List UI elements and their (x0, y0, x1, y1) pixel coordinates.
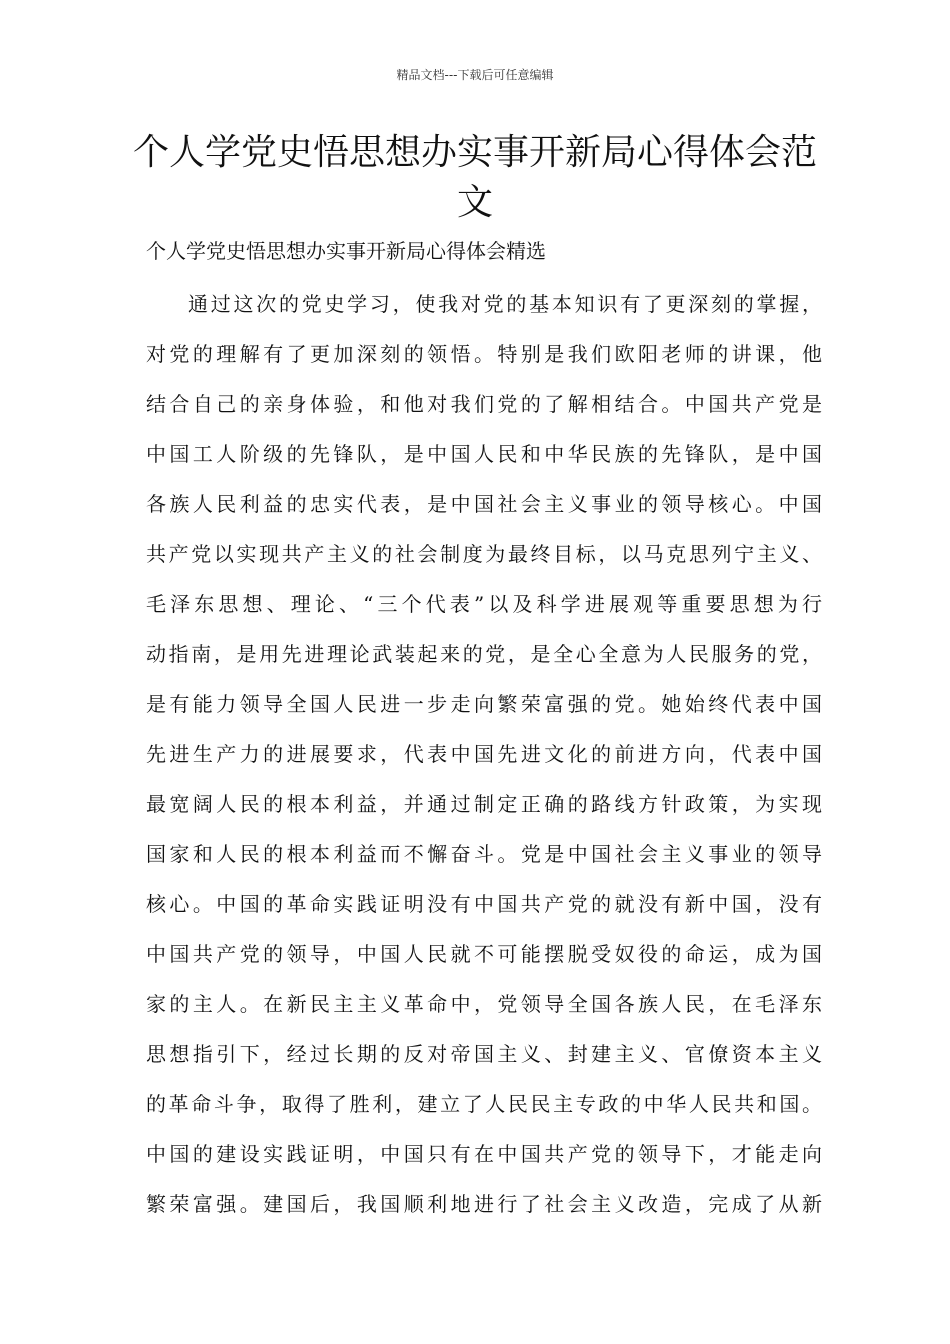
body-line: 家的主人。在新民主主义革命中，党领导全国各族人民，在毛泽东 (146, 992, 822, 1016)
body-line: 共产党以实现共产主义的社会制度为最终目标，以马克思列宁主义、 (146, 542, 822, 566)
body-line: 的革命斗争，取得了胜利，建立了人民民主专政的中华人民共和国。 (146, 1092, 822, 1116)
document-subtitle: 个人学党史悟思想办实事开新局心得体会精选 (146, 239, 546, 263)
body-line: 结合自己的亲身体验，和他对我们党的了解相结合。中国共产党是 (146, 392, 822, 416)
body-line: 通过这次的党史学习，使我对党的基本知识有了更深刻的掌握， (188, 292, 822, 316)
header-note: 精品文档---下载后可任意编辑 (396, 68, 554, 82)
body-line: 中国共产党的领导，中国人民就不可能摆脱受奴役的命运，成为国 (146, 942, 822, 966)
body-line: 核心。中国的革命实践证明没有中国共产党的就没有新中国，没有 (146, 892, 822, 916)
body-line: 是有能力领导全国人民进一步走向繁荣富强的党。她始终代表中国 (146, 692, 822, 716)
body-line: 繁荣富强。建国后，我国顺利地进行了社会主义改造，完成了从新 (146, 1192, 822, 1216)
body-line: 最宽阔人民的根本利益，并通过制定正确的路线方针政策，为实现 (146, 792, 822, 816)
body-line: 各族人民利益的忠实代表，是中国社会主义事业的领导核心。中国 (146, 492, 822, 516)
body-line: 毛泽东思想、理论、“三个代表”以及科学进展观等重要思想为行 (146, 592, 822, 616)
body-line: 对党的理解有了更加深刻的领悟。特别是我们欧阳老师的讲课，他 (146, 342, 822, 366)
document-title: 个人学党史悟思想办实事开新局心得体会范文 (132, 132, 817, 223)
body-paragraph (146, 279, 822, 1229)
body-line: 思想指引下，经过长期的反对帝国主义、封建主义、官僚资本主义 (146, 1042, 822, 1066)
body-line: 动指南，是用先进理论武装起来的党，是全心全意为人民服务的党， (146, 642, 822, 666)
body-line: 中国的建设实践证明，中国只有在中国共产党的领导下，才能走向 (146, 1142, 822, 1166)
body-line: 中国工人阶级的先锋队，是中国人民和中华民族的先锋队，是中国 (146, 442, 822, 466)
body-line: 先进生产力的进展要求，代表中国先进文化的前进方向，代表中国 (146, 742, 822, 766)
body-line: 国家和人民的根本利益而不懈奋斗。党是中国社会主义事业的领导 (146, 842, 822, 866)
